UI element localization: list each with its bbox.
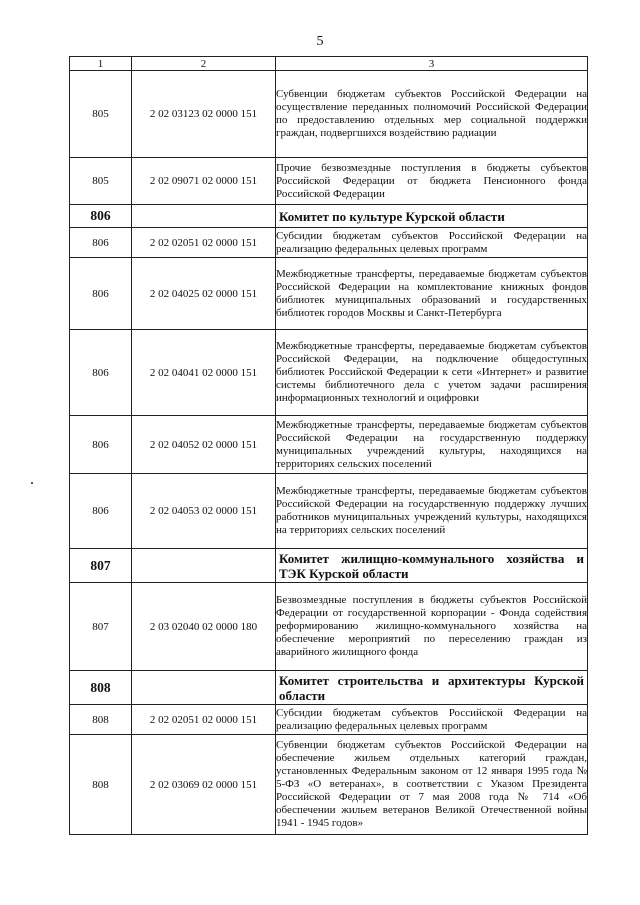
section-row <box>70 549 588 583</box>
budget-code: 2 02 04041 02 0000 151 <box>132 330 276 416</box>
admin-code: 808 <box>70 705 132 735</box>
admin-code: 805 <box>70 71 132 158</box>
revenue-description: Субсидии бюджетам субъектов Российской Федерации на реализацию федеральных целевых программ <box>276 705 588 735</box>
document-table <box>69 56 588 835</box>
admin-code: 807 <box>70 583 132 671</box>
budget-code <box>132 549 276 583</box>
admin-code: 806 <box>70 474 132 549</box>
section-code: 808 <box>70 671 132 705</box>
table-row <box>70 330 588 416</box>
table-row <box>70 258 588 330</box>
table-row <box>70 228 588 258</box>
header-col-1: 1 <box>70 57 132 71</box>
revenue-description: Субвенции бюджетам субъектов Российской Федерации на обеспечение жильем отдельных категорий граждан, установленных Федеральным законом от 12 января 1995 года № 5-ФЗ «О ветеранах», в соответствии с Указом Президента Российской Федерации от 7 мая 2008 года № 714 «Об обеспечении жильем ветеранов Великой Отечественной войны 1941 - 1945 годов» <box>276 735 588 835</box>
section-code: 807 <box>70 549 132 583</box>
revenue-description: Межбюджетные трансферты, передаваемые бюджетам субъектов Российской Федерации на комплектование книжных фондов библиотек муниципальных образований и государственных библиотек городов Москвы и Санкт-Петербурга <box>276 258 588 330</box>
table-row <box>70 735 588 835</box>
page-number: 5 <box>316 34 324 49</box>
budget-code <box>132 205 276 228</box>
revenue-description: Межбюджетные трансферты, передаваемые бюджетам субъектов Российской Федерации на государственную поддержку лучших работников муниципальных учреждений культуры, находящихся на территориях сельских поселений <box>276 474 588 549</box>
revenue-description: Межбюджетные трансферты, передаваемые бюджетам субъектов Российской Федерации на государственную поддержку муниципальных учреждений культуры, находящихся на территориях сельских поселений <box>276 416 588 474</box>
table-row <box>70 158 588 205</box>
revenue-description: Субвенции бюджетам субъектов Российской Федерации на осуществление переданных полномочий Российской Федерации по предоставлению отдельных мер социальной поддержки граждан, подвергшихся воздействию радиации <box>276 71 588 158</box>
table-row <box>70 583 588 671</box>
admin-code: 806 <box>70 258 132 330</box>
section-code: 806 <box>70 205 132 228</box>
admin-code: 808 <box>70 735 132 835</box>
admin-code: 806 <box>70 228 132 258</box>
revenue-description: Межбюджетные трансферты, передаваемые бюджетам субъектов Российской Федерации, на подключение общедоступных библиотек Российской Федерации к сети «Интернет» и развитие системы библиотечного дела с учетом задачи расширения информационных технологий и оцифровки <box>276 330 588 416</box>
table-row <box>70 474 588 549</box>
admin-code: 806 <box>70 416 132 474</box>
budget-code <box>132 671 276 705</box>
stray-mark <box>31 482 33 484</box>
admin-code: 806 <box>70 330 132 416</box>
budget-code: 2 02 03123 02 0000 151 <box>132 71 276 158</box>
section-row <box>70 205 588 228</box>
table-row <box>70 416 588 474</box>
section-title: Комитет по культуре Курской области <box>276 205 588 228</box>
table-header-row <box>70 57 588 71</box>
budget-code: 2 02 04025 02 0000 151 <box>132 258 276 330</box>
revenue-description: Безвозмездные поступления в бюджеты субъектов Российской Федерации от государственной корпорации - Фонда содействия реформированию жилищно-коммунального хозяйства на обеспечение мероприятий по переселению граждан из аварийного жилищного фонда <box>276 583 588 671</box>
budget-code: 2 02 02051 02 0000 151 <box>132 228 276 258</box>
section-title: Комитет строительства и архитектуры Курской области <box>276 671 588 705</box>
table-row <box>70 705 588 735</box>
table-row <box>70 71 588 158</box>
section-title: Комитет жилищно-коммунального хозяйства и ТЭК Курской области <box>276 549 588 583</box>
budget-code: 2 03 02040 02 0000 180 <box>132 583 276 671</box>
revenue-description: Субсидии бюджетам субъектов Российской Федерации на реализацию федеральных целевых программ <box>276 228 588 258</box>
header-col-3: 3 <box>276 57 588 71</box>
budget-code: 2 02 04052 02 0000 151 <box>132 416 276 474</box>
header-col-2: 2 <box>132 57 276 71</box>
budget-code: 2 02 04053 02 0000 151 <box>132 474 276 549</box>
revenue-description: Прочие безвозмездные поступления в бюджеты субъектов Российской Федерации от бюджета Пенсионного фонда Российской Федерации <box>276 158 588 205</box>
budget-code: 2 02 09071 02 0000 151 <box>132 158 276 205</box>
admin-code: 805 <box>70 158 132 205</box>
budget-code: 2 02 02051 02 0000 151 <box>132 705 276 735</box>
section-row <box>70 671 588 705</box>
budget-code: 2 02 03069 02 0000 151 <box>132 735 276 835</box>
